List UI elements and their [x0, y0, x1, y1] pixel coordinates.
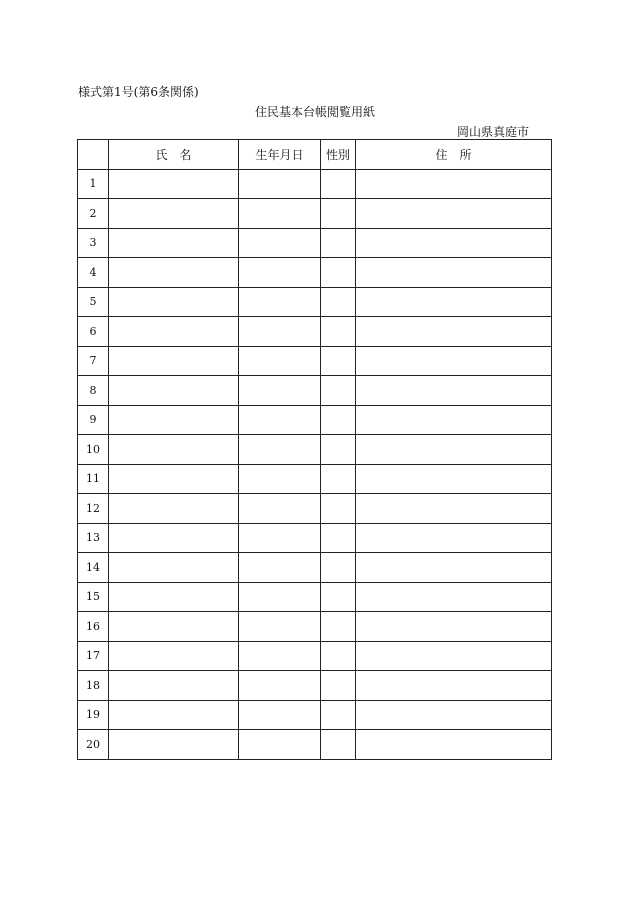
name-cell[interactable]	[109, 317, 239, 347]
sex-cell[interactable]	[321, 494, 356, 524]
birthdate-cell[interactable]	[239, 523, 321, 553]
column-header-name: 氏 名	[109, 140, 239, 170]
address-cell[interactable]	[356, 199, 552, 229]
row-number: 5	[78, 287, 109, 317]
table-row	[78, 199, 552, 229]
name-cell[interactable]	[109, 435, 239, 465]
address-cell[interactable]	[356, 523, 552, 553]
register-table	[77, 139, 552, 760]
birthdate-cell[interactable]	[239, 553, 321, 583]
birthdate-cell[interactable]	[239, 700, 321, 730]
address-cell[interactable]	[356, 730, 552, 760]
sex-cell[interactable]	[321, 405, 356, 435]
name-cell[interactable]	[109, 612, 239, 642]
sex-cell[interactable]	[321, 258, 356, 288]
address-cell[interactable]	[356, 287, 552, 317]
sex-cell[interactable]	[321, 464, 356, 494]
address-cell[interactable]	[356, 169, 552, 199]
column-header-birthdate: 生年月日	[239, 140, 321, 170]
name-cell[interactable]	[109, 494, 239, 524]
register-body	[78, 169, 552, 759]
name-cell[interactable]	[109, 730, 239, 760]
row-number: 17	[78, 641, 109, 671]
row-number: 11	[78, 464, 109, 494]
name-cell[interactable]	[109, 405, 239, 435]
birthdate-cell[interactable]	[239, 612, 321, 642]
name-cell[interactable]	[109, 671, 239, 701]
sex-cell[interactable]	[321, 700, 356, 730]
row-number: 14	[78, 553, 109, 583]
birthdate-cell[interactable]	[239, 169, 321, 199]
row-number: 15	[78, 582, 109, 612]
table-row	[78, 523, 552, 553]
birthdate-cell[interactable]	[239, 464, 321, 494]
birthdate-cell[interactable]	[239, 582, 321, 612]
birthdate-cell[interactable]	[239, 317, 321, 347]
document-title: 住民基本台帳閲覧用紙	[254, 105, 375, 119]
header-row	[78, 140, 552, 170]
row-number: 18	[78, 671, 109, 701]
name-cell[interactable]	[109, 258, 239, 288]
table-row	[78, 582, 552, 612]
sex-cell[interactable]	[321, 612, 356, 642]
sex-cell[interactable]	[321, 553, 356, 583]
table-row	[78, 612, 552, 642]
address-cell[interactable]	[356, 435, 552, 465]
row-number: 13	[78, 523, 109, 553]
birthdate-cell[interactable]	[239, 435, 321, 465]
name-cell[interactable]	[109, 169, 239, 199]
address-cell[interactable]	[356, 553, 552, 583]
birthdate-cell[interactable]	[239, 671, 321, 701]
address-cell[interactable]	[356, 317, 552, 347]
birthdate-cell[interactable]	[239, 287, 321, 317]
column-header-address: 住 所	[356, 140, 552, 170]
table-row	[78, 553, 552, 583]
address-cell[interactable]	[356, 228, 552, 258]
sex-cell[interactable]	[321, 346, 356, 376]
name-cell[interactable]	[109, 346, 239, 376]
address-cell[interactable]	[356, 258, 552, 288]
address-cell[interactable]	[356, 700, 552, 730]
table-row	[78, 258, 552, 288]
name-cell[interactable]	[109, 582, 239, 612]
birthdate-cell[interactable]	[239, 494, 321, 524]
sex-cell[interactable]	[321, 435, 356, 465]
row-number: 9	[78, 405, 109, 435]
address-cell[interactable]	[356, 612, 552, 642]
address-cell[interactable]	[356, 464, 552, 494]
birthdate-cell[interactable]	[239, 730, 321, 760]
address-cell[interactable]	[356, 641, 552, 671]
column-header-number	[78, 140, 109, 170]
table-row	[78, 730, 552, 760]
table-row	[78, 287, 552, 317]
name-cell[interactable]	[109, 287, 239, 317]
table-row	[78, 169, 552, 199]
sex-cell[interactable]	[321, 376, 356, 406]
sex-cell[interactable]	[321, 582, 356, 612]
row-number: 3	[78, 228, 109, 258]
address-cell[interactable]	[356, 494, 552, 524]
birthdate-cell[interactable]	[239, 641, 321, 671]
birthdate-cell[interactable]	[239, 199, 321, 229]
table-row	[78, 228, 552, 258]
address-cell[interactable]	[356, 346, 552, 376]
address-cell[interactable]	[356, 671, 552, 701]
table-row	[78, 464, 552, 494]
name-cell[interactable]	[109, 523, 239, 553]
table-row	[78, 671, 552, 701]
birthdate-cell[interactable]	[239, 376, 321, 406]
row-number: 8	[78, 376, 109, 406]
row-number: 1	[78, 169, 109, 199]
table-row	[78, 405, 552, 435]
row-number: 7	[78, 346, 109, 376]
row-number: 6	[78, 317, 109, 347]
address-cell[interactable]	[356, 376, 552, 406]
table-row	[78, 435, 552, 465]
birthdate-cell[interactable]	[239, 258, 321, 288]
table-row	[78, 494, 552, 524]
name-cell[interactable]	[109, 376, 239, 406]
sex-cell[interactable]	[321, 169, 356, 199]
name-cell[interactable]	[109, 553, 239, 583]
table-row	[78, 700, 552, 730]
form-identifier: 様式第1号(第6条関係)	[78, 85, 199, 99]
sex-cell[interactable]	[321, 199, 356, 229]
sex-cell[interactable]	[321, 730, 356, 760]
name-cell[interactable]	[109, 199, 239, 229]
table-row	[78, 317, 552, 347]
sex-cell[interactable]	[321, 523, 356, 553]
table-row	[78, 376, 552, 406]
table-row	[78, 346, 552, 376]
sex-cell[interactable]	[321, 228, 356, 258]
name-cell[interactable]	[109, 641, 239, 671]
row-number: 2	[78, 199, 109, 229]
sex-cell[interactable]	[321, 641, 356, 671]
name-cell[interactable]	[109, 228, 239, 258]
birthdate-cell[interactable]	[239, 228, 321, 258]
name-cell[interactable]	[109, 700, 239, 730]
row-number: 16	[78, 612, 109, 642]
name-cell[interactable]	[109, 464, 239, 494]
row-number: 20	[78, 730, 109, 760]
birthdate-cell[interactable]	[239, 346, 321, 376]
column-header-sex: 性別	[321, 140, 356, 170]
row-number: 12	[78, 494, 109, 524]
sex-cell[interactable]	[321, 287, 356, 317]
sex-cell[interactable]	[321, 317, 356, 347]
sex-cell[interactable]	[321, 671, 356, 701]
address-cell[interactable]	[356, 405, 552, 435]
row-number: 10	[78, 435, 109, 465]
address-cell[interactable]	[356, 582, 552, 612]
row-number: 4	[78, 258, 109, 288]
table-row	[78, 641, 552, 671]
issuer-label: 岡山県真庭市	[456, 125, 529, 139]
birthdate-cell[interactable]	[239, 405, 321, 435]
row-number: 19	[78, 700, 109, 730]
